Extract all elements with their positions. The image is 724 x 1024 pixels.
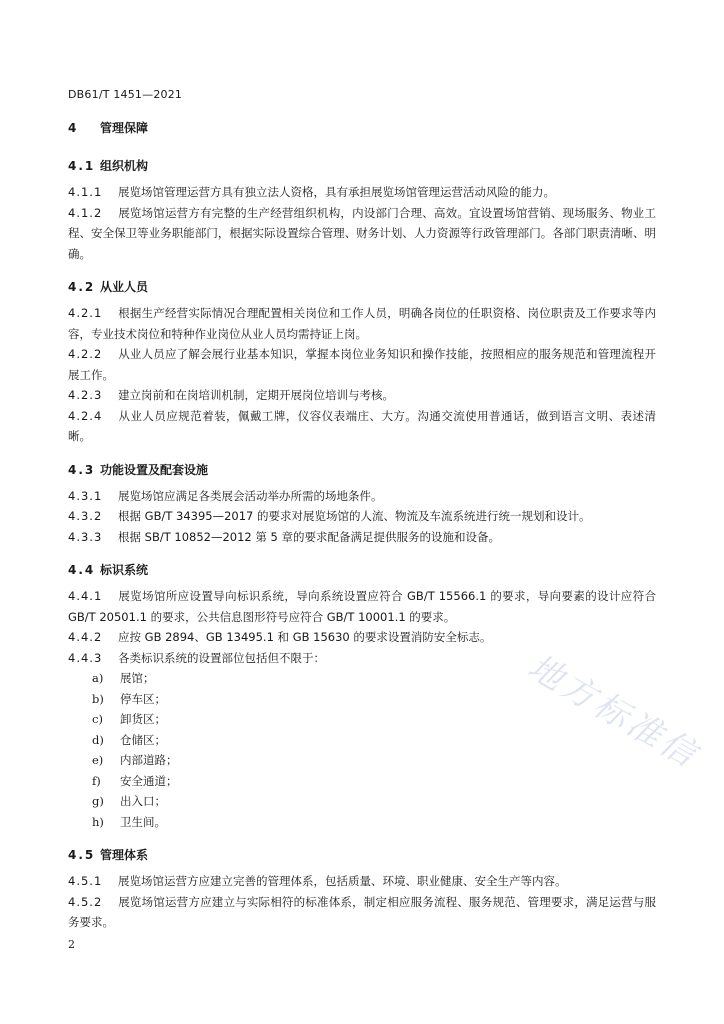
paragraph-4-5-2 [68, 892, 656, 933]
list-label: a) [92, 671, 104, 685]
list-label: f) [92, 773, 101, 788]
paragraph-4-1-2 [68, 203, 656, 265]
chapter-title: 管理保障 [100, 121, 149, 135]
list-label: g) [92, 794, 104, 808]
clause-number: 4.4.2 [68, 630, 103, 644]
section-heading-4-4 [68, 560, 656, 580]
clause-number: 4.2.4 [68, 408, 103, 423]
section-heading-4-3 [68, 460, 656, 480]
section-title: 组织机构 [100, 159, 149, 173]
clause-text: 应按 GB 2894、GB 13495.1 和 GB 15630 的要求设置消防安全标志。 [118, 630, 492, 644]
clause-number: 4.5.1 [68, 874, 103, 888]
section-title: 管理体系 [100, 848, 149, 862]
clause-text: 展览场馆运营方应建立与实际相符的标准体系，制定相应服务流程、服务规范、管理要求，满足运营与服务要求。 [68, 894, 656, 929]
paragraph-4-2-3 [68, 385, 656, 406]
list-item [68, 730, 656, 751]
list-label: d) [92, 732, 104, 747]
list-label: b) [92, 691, 104, 706]
paragraph-4-3-1 [68, 486, 656, 507]
list-text: 展馆； [120, 671, 155, 685]
clause-text: 建立岗前和在岗培训机制，定期开展岗位培训与考核。 [118, 388, 394, 402]
clause-number: 4.4.1 [68, 589, 103, 603]
clause-number: 4.4.3 [68, 650, 103, 665]
list-text: 安全通道； [120, 773, 178, 788]
list-item [68, 750, 656, 771]
paragraph-4-2-4 [68, 406, 656, 447]
clause-number: 4.2.2 [68, 347, 103, 361]
list-item [68, 709, 656, 730]
clause-text: 展览场馆所应设置导向标识系统，导向系统设置应符合 GB/T 15566.1 的要求，导向要素的设计应符合 GB/T 20501.1 的要求，公共信息图形符号应符合 GB/T 10001.1 的要求。 [68, 589, 656, 624]
clause-number: 4.3.2 [68, 509, 103, 523]
paragraph-4-2-1 [68, 303, 656, 344]
clause-text: 展览场馆管理运营方具有独立法人资格，具有承担展览场馆管理运营活动风险的能力。 [118, 185, 555, 199]
paragraph-4-5-1 [68, 871, 656, 892]
list-text: 出入口； [120, 794, 166, 808]
clause-number: 4.1.1 [68, 185, 103, 199]
section-number: 4.4 [68, 563, 96, 577]
section-number: 4.5 [68, 848, 96, 862]
section-number: 4.1 [68, 159, 96, 173]
paragraph-4-3-2 [68, 506, 656, 527]
clause-text: 根据生产经营实际情况合理配置相关岗位和工作人员，明确各岗位的任职资格、岗位职责及工作要求等内容，专业技术岗位和特种作业岗位从业人员均需持证上岗。 [68, 306, 656, 341]
section-heading-4-2 [68, 277, 656, 297]
section-number: 4.2 [68, 280, 96, 294]
list-text: 卫生间。 [120, 814, 166, 829]
list-label: h) [92, 814, 104, 829]
watermark-text: 地方标准信 [521, 646, 706, 777]
paragraph-4-3-3 [68, 527, 656, 548]
clause-number: 4.5.2 [68, 894, 103, 909]
list-label: c) [92, 712, 103, 726]
clause-text: 展览场馆运营方应建立完善的管理体系，包括质量、环境、职业健康、安全生产等内容。 [118, 874, 567, 888]
clause-number: 4.2.1 [68, 306, 103, 320]
paragraph-4-1-1 [68, 182, 656, 203]
paragraph-4-4-1 [68, 586, 656, 627]
list-item [68, 812, 656, 833]
section-heading-4-1 [68, 156, 656, 176]
clause-text: 从业人员应了解会展行业基本知识，掌握本岗位业务知识和操作技能，按照相应的服务规范和管理流程开展工作。 [68, 347, 656, 382]
clause-number: 4.1.2 [68, 205, 103, 220]
clause-text: 根据 GB/T 34395—2017 的要求对展览场馆的人流、物流及车流系统进行统一规划和设计。 [118, 509, 591, 523]
paragraph-4-2-2 [68, 344, 656, 385]
clause-text: 各类标识系统的设置部位包括但不限于： [118, 650, 325, 665]
section-title: 功能设置及配套设施 [100, 462, 209, 477]
section-title: 标识系统 [100, 563, 149, 577]
chapter-heading [68, 117, 656, 139]
clause-number: 4.3.3 [68, 529, 103, 544]
section-heading-4-5 [68, 845, 656, 865]
clause-text: 根据 SB/T 10852—2012 第 5 章的要求配备满足提供服务的设施和设备。 [118, 529, 501, 544]
list-item [68, 791, 656, 812]
clause-text: 展览场馆应满足各类展会活动举办所需的场地条件。 [118, 488, 383, 503]
chapter-number: 4 [68, 121, 79, 135]
document-code: DB61/T 1451—2021 [68, 88, 183, 101]
list-text: 卸货区； [120, 712, 166, 726]
section-number: 4.3 [68, 462, 96, 477]
clause-text: 展览场馆运营方有完整的生产经营组织机构，内设部门合理、高效。宜设置场馆营销、现场服务、物业工程、安全保卫等业务职能部门，根据实际设置综合管理、财务计划、人力资源等行政管理部门。各部门职责清晰、明确。 [68, 205, 656, 261]
list-text: 停车区； [120, 691, 166, 706]
list-label: e) [92, 753, 104, 767]
list-text: 仓储区； [120, 732, 166, 747]
clause-number: 4.3.1 [68, 488, 103, 503]
document-body [68, 117, 656, 933]
list-text: 内部道路； [120, 753, 178, 767]
clause-text: 从业人员应规范着装，佩戴工牌，仪容仪表端庄、大方。沟通交流使用普通话，做到语言文明、表述清晰。 [68, 408, 656, 443]
paragraph-4-4-2 [68, 627, 656, 648]
clause-number: 4.2.3 [68, 388, 103, 402]
page-number: 2 [68, 938, 75, 951]
list-item [68, 771, 656, 792]
section-title: 从业人员 [100, 280, 149, 294]
